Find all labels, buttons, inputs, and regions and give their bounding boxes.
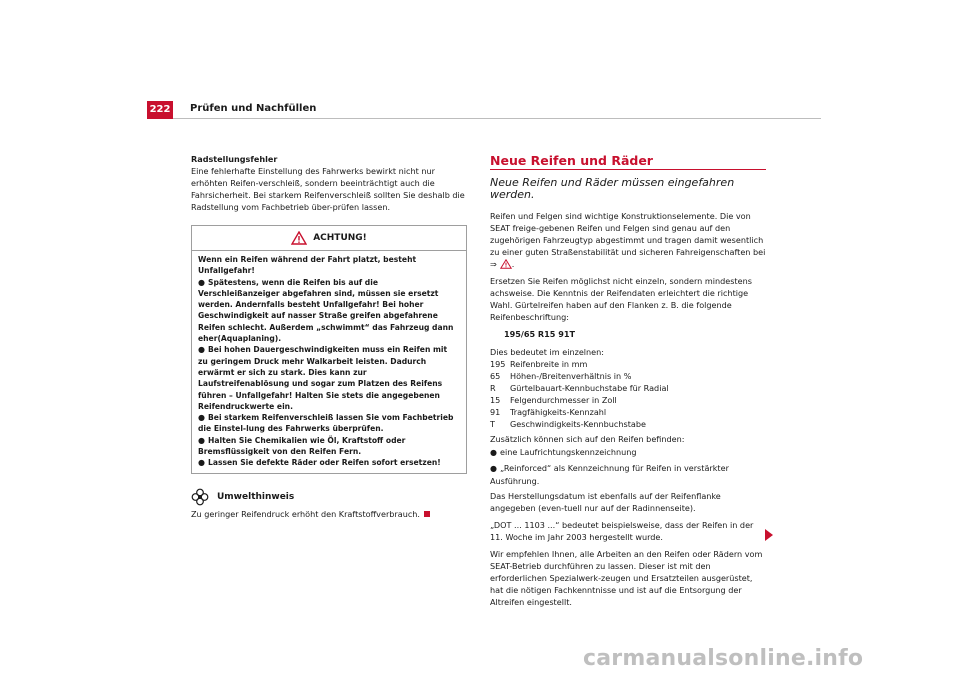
- environment-title: Umwelthinweis: [217, 491, 295, 502]
- legend-row: 15 Felgendurchmesser in Zoll: [490, 395, 617, 405]
- paragraph-intro: Reifen und Felgen sind wichtige Konstruktionselemente. Die von SEAT freige-gebenen Reifen und Felgen sind genau auf den zugehörigen Fahrzeugtyp abgestimmt und tragen damit wesentlich zu einer guten Straßenstabilität und sicheren Fahreigenschaften bei ⇒ .: [490, 211, 766, 269]
- warning-box: [191, 225, 467, 474]
- bullet-icon: ●: [198, 277, 205, 287]
- legend-row: 91 Tragfähigkeits-Kennzahl: [490, 407, 607, 417]
- bullet-icon: ●: [198, 458, 205, 468]
- paragraph-dot: „DOT ... 1103 ...“ bedeutet beispielsweise, dass der Reifen in der 11. Woche im Jahr 2003 hergestellt wurde.: [490, 520, 754, 542]
- section-subtitle: Neue Reifen und Räder müssen eingefahren werden.: [490, 176, 735, 201]
- legend-intro: Dies bedeutet im einzelnen:: [490, 347, 605, 357]
- warning-item: ● Lassen Sie defekte Räder oder Reifen sofort ersetzen!: [198, 458, 441, 468]
- bullet-icon: ●: [198, 413, 205, 423]
- section-title: Neue Reifen und Räder: [490, 155, 766, 170]
- bullet-icon: ●: [490, 448, 497, 457]
- legend-row: 195 Reifenbreite in mm: [490, 359, 588, 369]
- watermark: carmanualsonline.info: [583, 646, 864, 671]
- warning-item: ● Spätestens, wenn die Reifen bis auf die Verschleißanzeiger abgefahren sind, müssen sie ersetzt werden. Andernfalls besteht Unfallgefahr! Bei hoher Geschwindigkeit auf nasser Straße greifen abgefahrene Reifen schlecht. Außerdem „schwimmt“ das Fahrzeug dann eher(Aquaplaning).: [198, 277, 454, 344]
- bullet-icon: ●: [490, 464, 497, 473]
- tire-code: 195/65 R15 91T: [504, 329, 576, 339]
- paragraph-recommendation: Wir empfehlen Ihnen, alle Arbeiten an den Reifen oder Rädern vom SEAT-Betrieb durchführen zu lassen. Dieser ist mit den erforderlichen Spezialwerk-zeugen und Ersatzteilen ausgerüstet, hat die nötigen Fachkenntnisse und ist auf die Entsorgung der Altreifen eingestellt.: [490, 549, 763, 607]
- continue-arrow-icon: [765, 529, 773, 541]
- warning-item: ● Bei hohen Dauergeschwindigkeiten muss ein Reifen mit zu geringem Druck mehr Walkarbeit leisten. Dadurch erwärmt er sich zu stark. Dies kann zur Laufstreifenablösung und sogar zum Platzen des Reifens führen – Unfallgefahr! Halten Sie stets die angegebenen Reifendruckwerte ein.: [198, 345, 448, 411]
- radstellung-heading: Radstellungsfehler: [191, 154, 278, 164]
- warning-item: ● Bei starkem Reifenverschleiß lassen Sie vom Fachbetrieb die Einstel-lung des Fahrwerks überprüfen.: [198, 413, 454, 434]
- radstellung-paragraph: Eine fehlerhafte Einstellung des Fahrwerks bewirkt nicht nur erhöhten Reifen-verschleiß, sondern beeinträchtigt auch die Fahrsicherheit. Bei starkem Reifenverschleiß sollten Sie deshalb die Radstellung vom Fachbetrieb über-prüfen lassen.: [191, 166, 465, 212]
- running-header: Prüfen und Nachfüllen: [190, 103, 317, 114]
- warning-item: ● Halten Sie Chemikalien wie Öl, Kraftstoff oder Bremsflüssigkeit von den Reifen Fern.: [198, 435, 406, 457]
- right-column: [490, 155, 766, 613]
- tire-code-legend: [490, 358, 766, 430]
- bullet-icon: ●: [198, 435, 205, 445]
- header-rule: [173, 118, 821, 119]
- extras-item: ● „Reinforced“ als Kennzeichnung für Reifen in verstärkter Ausführung.: [490, 463, 729, 486]
- legend-row: R Gürtelbauart-Kennbuchstabe für Radial: [490, 383, 669, 393]
- warning-triangle-icon: [291, 231, 307, 245]
- warning-title: ACHTUNG!: [313, 233, 367, 243]
- page-number: 222: [147, 101, 173, 119]
- flower-icon: [191, 488, 209, 506]
- warning-intro: Wenn ein Reifen während der Fahrt platzt, besteht Unfallgefahr!: [198, 255, 417, 276]
- extras-item: ● eine Laufrichtungskennzeichnung: [490, 447, 637, 457]
- extras-intro: Zusätzlich können sich auf den Reifen befinden:: [490, 434, 685, 444]
- paragraph-date: Das Herstellungsdatum ist ebenfalls auf der Reifenflanke angegeben (even-tuell nur auf der Radinnenseite).: [490, 491, 721, 513]
- environment-text: Zu geringer Reifendruck erhöht den Kraftstoffverbrauch.: [191, 508, 467, 520]
- warning-title-row: [192, 226, 466, 251]
- environment-heading: [191, 488, 467, 506]
- legend-row: 65 Höhen-/Breitenverhältnis in %: [490, 371, 632, 381]
- legend-row: T Geschwindigkeits-Kennbuchstabe: [490, 419, 646, 429]
- end-of-section-marker: [424, 511, 430, 517]
- bullet-icon: ●: [198, 345, 205, 355]
- paragraph-replacement: Ersetzen Sie Reifen möglichst nicht einzeln, sondern mindestens achsweise. Die Kenntnis der Reifendaten erleichtert die richtige Wahl. Gürtelreifen haben auf den Flanken z. B. die folgende Reifenbeschriftung:: [490, 276, 752, 322]
- left-column: [191, 153, 467, 520]
- inline-warning-icon: [500, 259, 512, 269]
